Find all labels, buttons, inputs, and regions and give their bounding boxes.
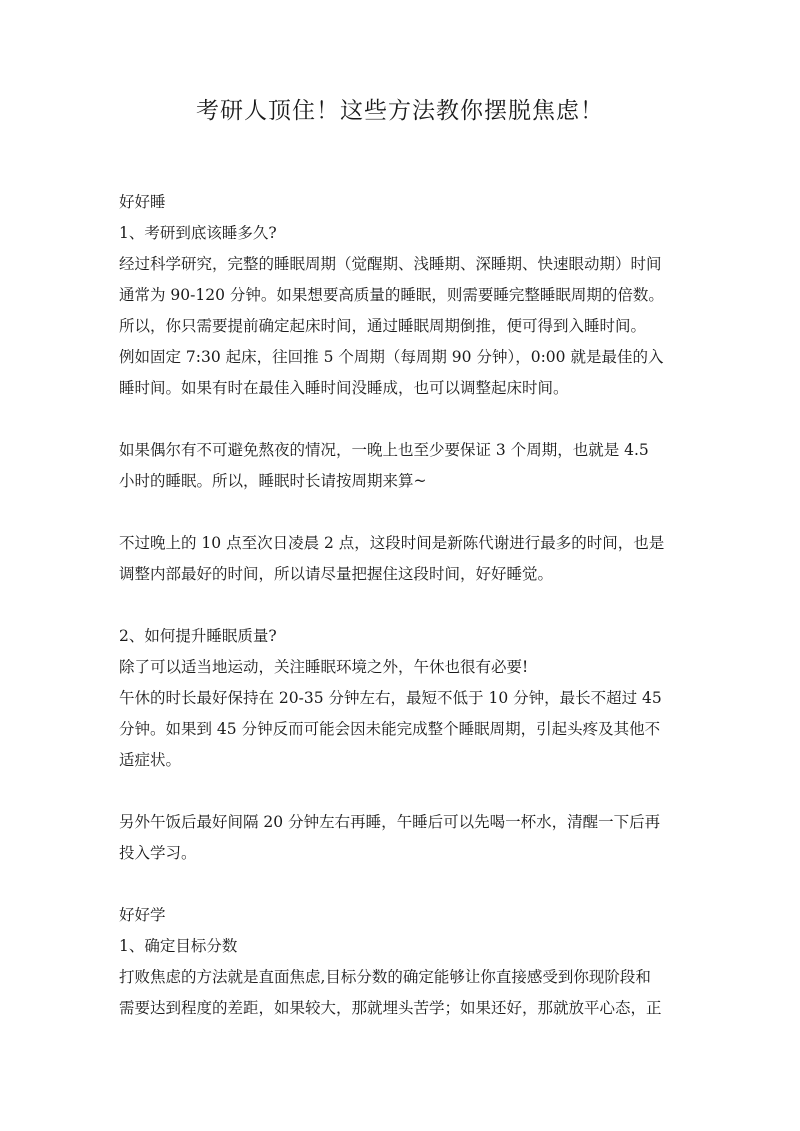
paragraph-line: 睡时间。如果有时在最佳入睡时间没睡成，也可以调整起床时间。 [119, 379, 569, 397]
paragraph-line: 通常为 90-120 分钟。如果想要高质量的睡眠，则需要睡完整睡眠周期的倍数。 [119, 286, 664, 304]
paragraph-line: 经过科学研究，完整的睡眠周期（觉醒期、浅睡期、深睡期、快速眼动期）时间 [119, 255, 662, 273]
paragraph-line: 午休的时长最好保持在 20-35 分钟左右，最短不低于 10 分钟，最长不超过 45 [119, 689, 662, 707]
section-heading-sleep: 好好睡 [119, 193, 166, 211]
paragraph-line: 分钟。如果到 45 分钟反而可能会因未能完成整个睡眠周期，引起头疼及其他不 [119, 720, 661, 738]
paragraph-line: 投入学习。 [119, 844, 197, 862]
paragraph-spacer [119, 404, 685, 435]
document-body [119, 187, 685, 1024]
paragraph-spacer [119, 776, 685, 807]
paragraph-line: 需要达到程度的差距，如果较大，那就埋头苦学；如果还好，那就放平心态，正 [119, 999, 662, 1017]
paragraph-spacer [119, 497, 685, 528]
paragraph-spacer [119, 869, 685, 900]
paragraph-spacer [119, 590, 685, 621]
document-title: 考研人顶住！这些方法教你摆脱焦虑！ [196, 98, 604, 124]
paragraph-line: 除了可以适当地运动，关注睡眠环境之外，午休也很有必要! [119, 658, 529, 676]
paragraph-line: 例如固定 7:30 起床，往回推 5 个周期（每周期 90 分钟），0:00 就是最佳的入 [119, 348, 664, 366]
subheading-sleep-duration: 1、考研到底该睡多久? [119, 224, 277, 242]
paragraph-line: 所以，你只需要提前确定起床时间，通过睡眠周期倒推，便可得到入睡时间。 [119, 317, 647, 335]
subheading-target-score: 1、确定目标分数 [119, 937, 238, 955]
paragraph-line: 不过晚上的 10 点至次日凌晨 2 点，这段时间是新陈代谢进行最多的时间，也是 [119, 534, 665, 552]
subheading-sleep-quality: 2、如何提升睡眠质量? [119, 627, 277, 645]
paragraph-line: 打败焦虑的方法就是直面焦虑,目标分数的确定能够让你直接感受到你现阶段和 [119, 968, 651, 986]
section-heading-study: 好好学 [119, 906, 166, 924]
paragraph-line: 适症状。 [119, 751, 182, 769]
paragraph-line: 另外午饭后最好间隔 20 分钟左右再睡，午睡后可以先喝一杯水，清醒一下后再 [119, 813, 661, 831]
paragraph-line: 调整内部最好的时间，所以请尽量把握住这段时间，好好睡觉。 [119, 565, 554, 583]
paragraph-line: 如果偶尔有不可避免熬夜的情况，一晚上也至少要保证 3 个周期，也就是 4.5 [119, 441, 649, 459]
paragraph-line: 小时的睡眠。所以，睡眠时长请按周期来算~ [119, 472, 427, 490]
